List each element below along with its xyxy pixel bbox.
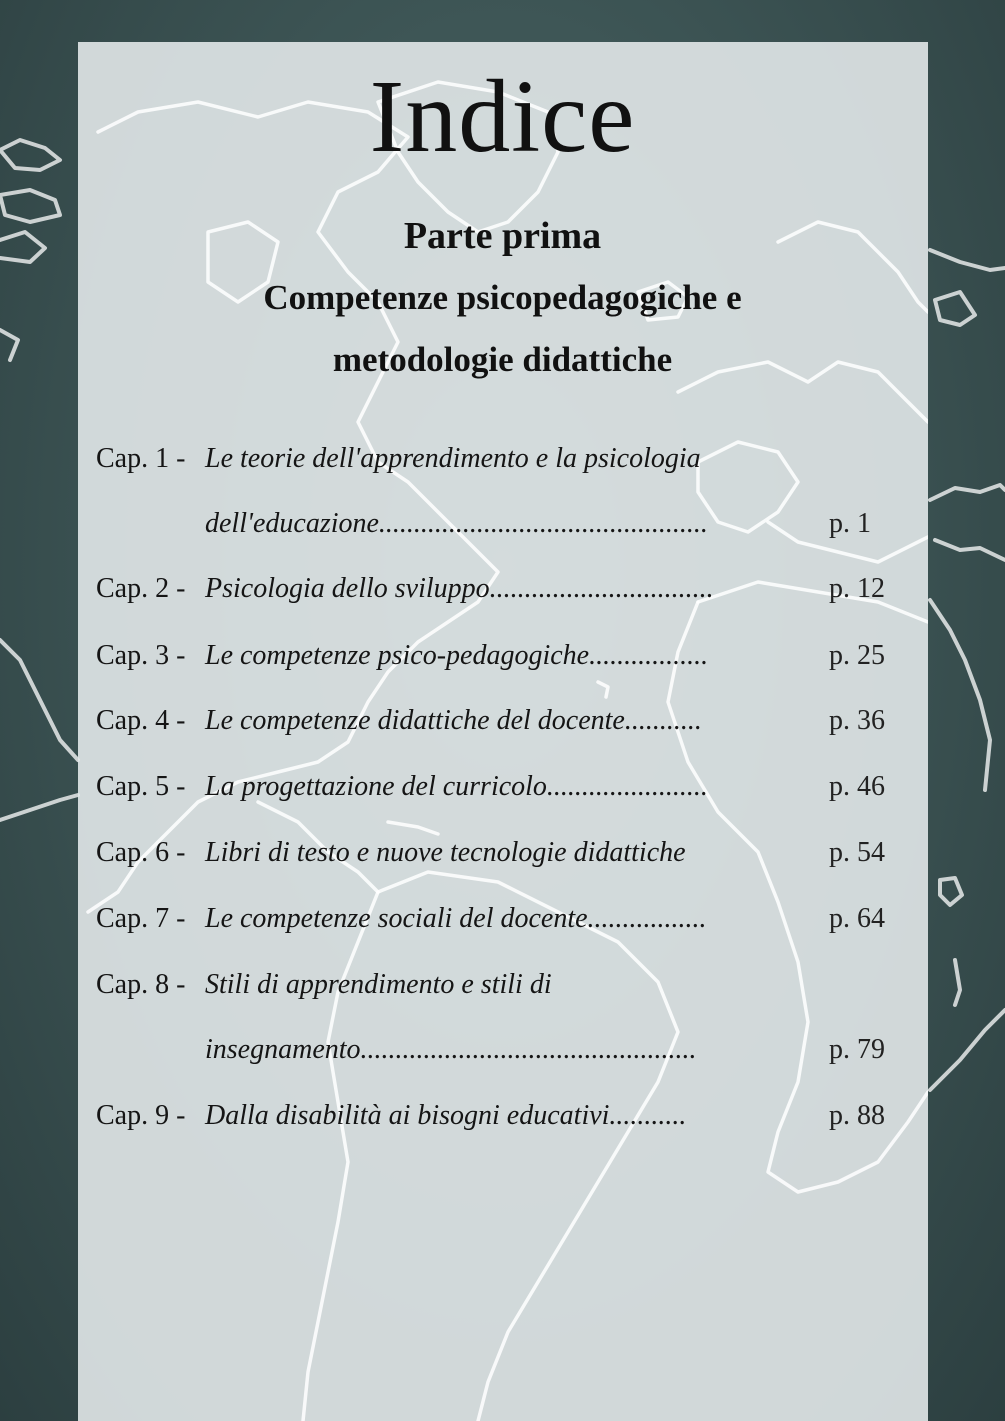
toc-entry-cap-8-continued[interactable] xyxy=(0,1028,1005,1072)
toc-entry-cap-2[interactable] xyxy=(0,567,1005,611)
chapter-title: Libri di testo e nuove tecnologie didattiche xyxy=(205,837,686,868)
part-subtitle-line1: Competenze psicopedagogiche e xyxy=(263,278,742,317)
toc-entry-cap-1-continued[interactable] xyxy=(0,502,1005,546)
chapter-number: Cap. 5 - xyxy=(96,771,186,802)
toc-entry-cap-4[interactable] xyxy=(0,699,1005,743)
chapter-title: Le competenze didattiche del docente........... xyxy=(205,705,702,736)
chapter-number: Cap. 1 - xyxy=(96,443,186,474)
page-number: p. 79 xyxy=(829,1034,885,1065)
page-number: p. 1 xyxy=(829,508,871,539)
toc-entry-cap-1[interactable] xyxy=(0,437,1005,481)
chapter-number: Cap. 2 - xyxy=(96,573,186,604)
chapter-number: Cap. 6 - xyxy=(96,837,186,868)
page-number: p. 64 xyxy=(829,903,885,934)
chapter-title: La progettazione del curricolo....................... xyxy=(205,771,708,802)
chapter-title: Le competenze psico-pedagogiche................. xyxy=(205,640,709,671)
chapter-number: Cap. 3 - xyxy=(96,640,186,671)
part-label: Parte prima xyxy=(403,215,602,257)
toc-entry-cap-9[interactable] xyxy=(0,1094,1005,1138)
chapter-number: Cap. 8 - xyxy=(96,969,186,1000)
chapter-title-continued: dell'educazione............................................... xyxy=(205,508,708,539)
page-number: p. 54 xyxy=(829,837,885,868)
chapter-number: Cap. 4 - xyxy=(96,705,186,736)
toc-entry-cap-5[interactable] xyxy=(0,765,1005,809)
chapter-title-continued: insegnamento................................................ xyxy=(205,1034,697,1065)
page-number: p. 36 xyxy=(829,705,885,736)
page-number: p. 46 xyxy=(829,771,885,802)
chapter-title: Psicologia dello sviluppo................................ xyxy=(205,573,714,604)
chapter-number: Cap. 7 - xyxy=(96,903,186,934)
page-number: p. 25 xyxy=(829,640,885,671)
toc-entry-cap-8[interactable] xyxy=(0,963,1005,1007)
page-title: Indice xyxy=(369,59,636,174)
chapter-title: Dalla disabilità ai bisogni educativi........... xyxy=(205,1100,687,1131)
page-number: p. 88 xyxy=(829,1100,885,1131)
page-number: p. 12 xyxy=(829,573,885,604)
chapter-title: Le competenze sociali del docente................. xyxy=(205,903,707,934)
toc-entry-cap-6[interactable] xyxy=(0,831,1005,875)
chapter-title: Stili di apprendimento e stili di xyxy=(205,969,552,1000)
chapter-number: Cap. 9 - xyxy=(96,1100,186,1131)
toc-entry-cap-3[interactable] xyxy=(0,634,1005,678)
chapter-title: Le teorie dell'apprendimento e la psicologia xyxy=(205,443,701,474)
toc-entry-cap-7[interactable] xyxy=(0,897,1005,941)
part-subtitle-line2: metodologie didattiche xyxy=(332,340,673,379)
